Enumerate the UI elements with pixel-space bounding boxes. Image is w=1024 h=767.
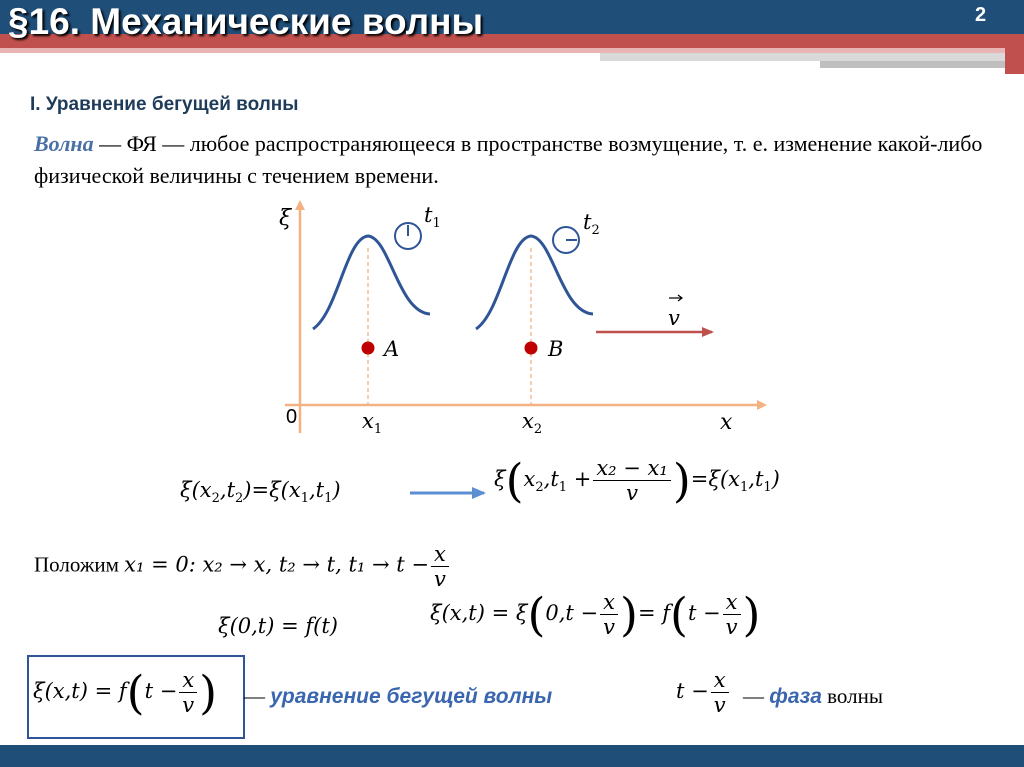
origin-label: 0 <box>286 406 298 428</box>
point-a-dot <box>362 342 375 355</box>
section-title: I. Уравнение бегущей волны <box>30 94 299 115</box>
x2-label: $x_2$ <box>522 409 543 437</box>
y-axis-label: ξ <box>279 206 292 231</box>
x1-label: $x_1$ <box>362 409 383 437</box>
t1-label: $t_1$ <box>424 203 441 231</box>
assumption-line: Положим x₁ = 0: x₂ → x, t₂ → t, t₁ → t − $\frac{x}{v}$ <box>34 542 451 591</box>
point-a-label: A <box>384 337 400 361</box>
definition-text: — ФЯ — любое распространяющееся в пространстве возмущение, т. е. изменение какой-либо физической величины с течением времени. <box>34 131 983 188</box>
footer-bar <box>0 745 1024 767</box>
slide-title: §16. Механические волны <box>8 1 484 42</box>
point-b-label: B <box>548 337 564 361</box>
point-b-dot <box>525 342 538 355</box>
clock-t2-icon <box>553 227 579 253</box>
traveling-wave-caption: — уравнение бегущей волны <box>244 684 553 708</box>
slide-number: 2 <box>975 4 987 26</box>
boxed-equation: ξ(x,t) = f(t − $\frac{x}{v}$ ) <box>33 665 218 720</box>
definition-term: Волна <box>34 131 94 156</box>
wave-pulse-t1 <box>313 236 430 329</box>
equation-continuity-rhs: $\xi(x_2,t_1$ + $\frac{\text{x₂ − x₁}}{v}$ )$=\xi(x_1,t_1)$ <box>494 453 780 508</box>
equation-general: ξ(x,t) = ξ(0,t − $\frac{x}{v}$ )= f(t − $\frac{x}{v}$ ) <box>430 587 761 642</box>
equation-continuity-lhs: $\xi(x_2,t_2)=\xi(x_1,t_1)$ <box>180 478 341 506</box>
equation-origin: ξ(0,t) = f(t) <box>218 614 338 638</box>
x-axis-label: x <box>720 410 733 435</box>
t2-label: $t_2$ <box>583 210 600 238</box>
clock-t1-icon <box>395 223 421 249</box>
velocity-label: v <box>668 306 680 330</box>
phase-caption: — фаза волны <box>743 684 883 708</box>
phase-expression: t − $\frac{x}{v}$ <box>676 668 731 717</box>
